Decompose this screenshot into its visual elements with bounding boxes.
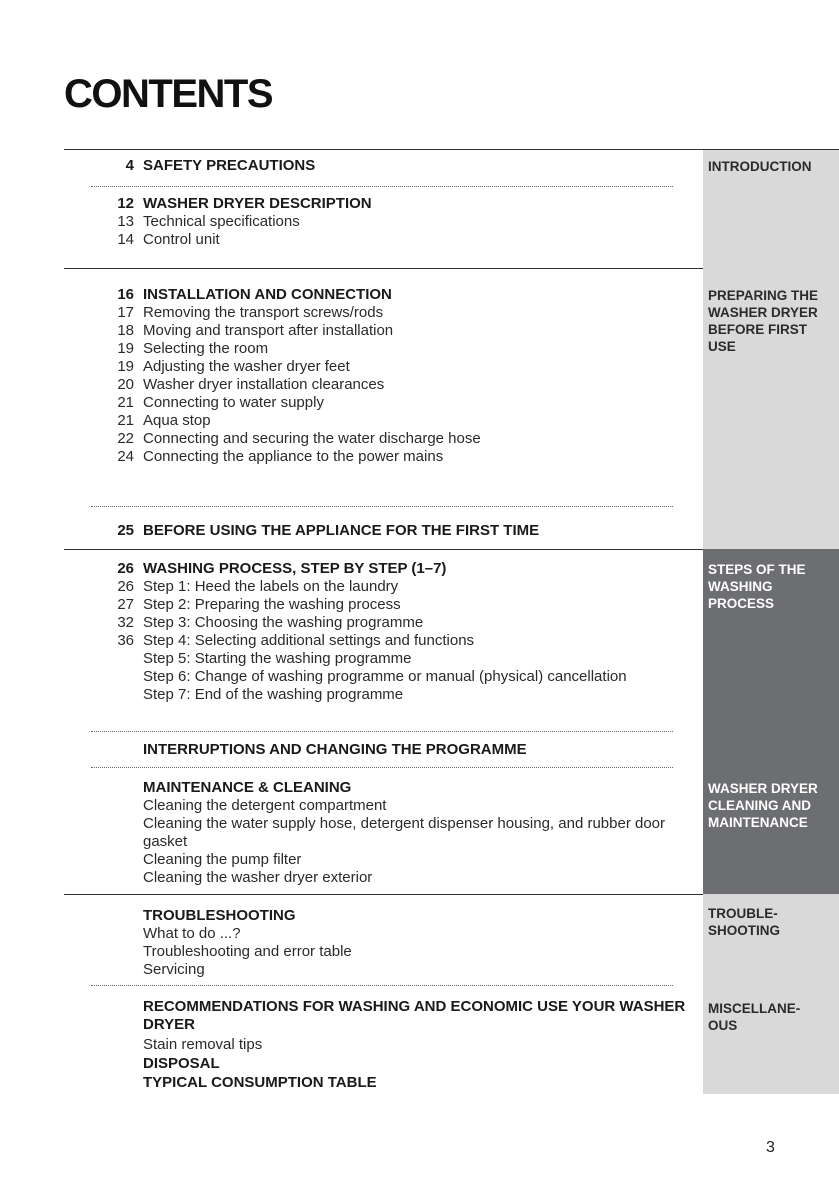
page-ref: 14 [117,231,134,248]
page-ref [107,686,134,704]
toc-entry [107,322,687,340]
dotted-separator [91,506,673,507]
page-ref [107,741,134,759]
page-ref: 13 [117,213,134,230]
section-label-introduction: INTRODUCTION [708,159,812,174]
page-ref [107,998,134,1034]
entry-title: Connecting the appliance to the power mains [143,448,444,465]
entry-title: Step 4: Selecting additional settings and functions [143,632,475,649]
entry-title: Troubleshooting and error table [143,943,352,960]
toc-entry [107,596,687,614]
entry-title: MAINTENANCE & CLEANING [143,779,352,796]
toc-entry [107,286,687,304]
entry-title: Cleaning the detergent compartment [143,797,387,814]
page-ref [107,1036,134,1054]
section-label-miscellaneous: MISCELLANE-OUS [708,1001,801,1033]
entry-title: Step 2: Preparing the washing process [143,596,401,613]
entry-title: INTERRUPTIONS AND CHANGING THE PROGRAMME [143,741,527,758]
entry-title: Step 6: Change of washing programme or manual (physical) cancellation [143,668,627,685]
entry-title: Servicing [143,961,205,978]
page-ref [107,815,134,851]
toc-entry [107,869,687,887]
entry-title: Control unit [143,231,220,248]
page-ref: 17 [117,304,134,321]
toc-entry [107,340,687,358]
entry-title: Step 5: Starting the washing programme [143,650,412,667]
entry-title: SAFETY PRECAUTIONS [143,157,316,174]
entry-title: BEFORE USING THE APPLIANCE FOR THE FIRST TIME [143,522,540,539]
toc-entry [107,741,687,759]
toc-entry [107,195,687,213]
entry-title: Step 1: Heed the labels on the laundry [143,578,399,595]
page-ref: 19 [117,358,134,375]
page-ref [107,907,134,925]
toc-entry [107,632,687,650]
toc-entry [107,998,687,1034]
section-divider [64,149,839,150]
toc-entry [107,560,687,578]
page-ref [107,851,134,869]
dotted-separator [91,731,673,732]
entry-title: Cleaning the water supply hose, detergent dispenser housing, and rubber door gasket [143,815,666,850]
dotted-separator [91,767,673,768]
entry-title: Removing the transport screws/rods [143,304,384,321]
page-ref: 12 [117,195,134,212]
toc-entry [107,376,687,394]
page-ref [107,925,134,943]
toc-entry [107,907,687,925]
toc-entry [107,1036,687,1054]
section-divider [64,894,703,895]
toc-entry [107,851,687,869]
dotted-separator [91,985,673,986]
page-ref [107,1074,134,1092]
page-number: 3 [766,1139,775,1156]
page-ref: 21 [117,394,134,411]
entry-title: WASHER DRYER DESCRIPTION [143,195,372,212]
toc-entry [107,614,687,632]
entry-title: Connecting and securing the water discharge hose [143,430,481,447]
section-label-preparing: PREPARING THE WASHER DRYER BEFORE FIRST USE [708,288,819,354]
toc-entry [107,1055,687,1073]
entry-title: TROUBLESHOOTING [143,907,296,924]
toc-entry [107,668,687,686]
entry-title: What to do ...? [143,925,241,942]
toc-entry [107,304,687,322]
page-ref: 20 [117,376,134,393]
entry-title: INSTALLATION AND CONNECTION [143,286,392,303]
toc-entry [107,815,687,851]
section-divider [64,268,703,269]
toc-entry [107,578,687,596]
page-ref [107,869,134,887]
page-ref: 22 [117,430,134,447]
page-ref: 21 [117,412,134,429]
toc-entry [107,925,687,943]
entry-title: Moving and transport after installation [143,322,394,339]
toc-entry [107,358,687,376]
entry-title: RECOMMENDATIONS FOR WASHING AND ECONOMIC USE YOUR WASHER DRYER [143,998,686,1033]
toc-entry [107,650,687,668]
toc-entry [107,231,687,249]
entry-title: DISPOSAL [143,1055,220,1072]
toc-entry [107,448,687,466]
page-ref [107,961,134,979]
page-ref [107,779,134,797]
entry-title: Aqua stop [143,412,211,429]
page-ref: 26 [117,578,134,595]
page-ref [107,668,134,686]
page-ref: 18 [117,322,134,339]
page-ref: 27 [117,596,134,613]
toc-entry [107,1074,687,1092]
page-ref: 26 [117,560,134,577]
toc-entry [107,961,687,979]
toc-entry [107,779,687,797]
entry-title: Adjusting the washer dryer feet [143,358,350,375]
toc-entry [107,430,687,448]
entry-title: Cleaning the pump filter [143,851,302,868]
entry-title: Step 7: End of the washing programme [143,686,404,703]
page-ref [107,797,134,815]
toc-entry [107,522,687,540]
page-ref: 16 [117,286,134,303]
page-title: CONTENTS [64,72,272,116]
page-ref: 19 [117,340,134,357]
section-divider [64,549,703,550]
page-ref [107,943,134,961]
entry-title: Technical specifications [143,213,300,230]
page-ref [107,1055,134,1073]
toc-entry [107,686,687,704]
toc-entry [107,797,687,815]
entry-title: Step 3: Choosing the washing programme [143,614,424,631]
section-label-troubleshooting: TROUBLE-SHOOTING [708,906,781,938]
page-ref: 32 [117,614,134,631]
entry-title: TYPICAL CONSUMPTION TABLE [143,1074,377,1091]
entry-title: Washer dryer installation clearances [143,376,385,393]
page-ref: 4 [125,157,134,174]
toc-entry [107,412,687,430]
page-ref: 36 [117,632,134,649]
page-ref: 25 [117,522,134,539]
dotted-separator [91,186,673,187]
entry-title: WASHING PROCESS, STEP BY STEP (1–7) [143,560,447,577]
section-label-cleaning: WASHER DRYER CLEANING AND MAINTENANCE [708,781,818,830]
page-ref: 24 [117,448,134,465]
entry-title: Selecting the room [143,340,269,357]
toc-entry [107,213,687,231]
entry-title: Stain removal tips [143,1036,263,1053]
toc-entry [107,394,687,412]
page-ref [107,650,134,668]
section-label-washing-steps: STEPS OF THE WASHING PROCESS [708,562,806,611]
entry-title: Cleaning the washer dryer exterior [143,869,373,886]
toc-entry [107,157,687,175]
toc-entry [107,943,687,961]
entry-title: Connecting to water supply [143,394,324,411]
